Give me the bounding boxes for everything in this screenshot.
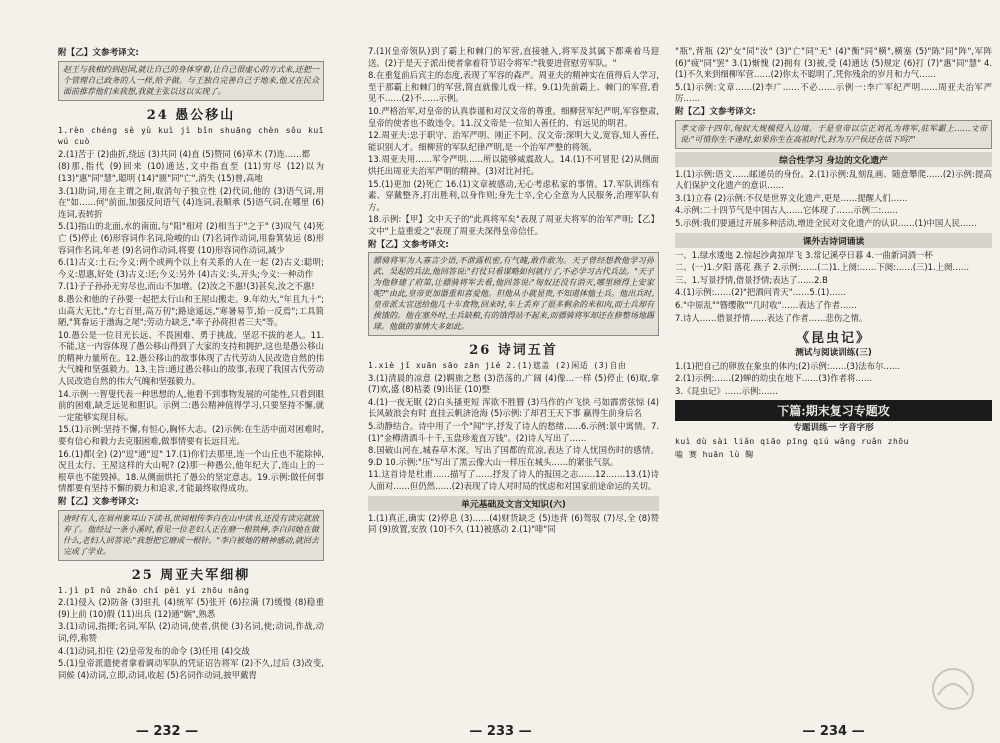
appendix-label: 附【乙】文参考译文: (58, 497, 139, 507)
subsection-title: 测试与阅读训练(三) (795, 348, 872, 359)
answer-item: 11.这首诗是杜甫……描写了……抒发了诗人的报国之志……12.……13.(1)诗人面对……但仍然……(2)表现了诗人对时局的忧虑和对国家前途命运的关切。 (368, 469, 659, 492)
chapter-title: 26 诗词五首 (469, 343, 558, 359)
answer-item: 7.(1)子子孙孙无穷尽也,而山不加增。(2)汝之不惠!(3)甚矣,汝之不惠! (58, 281, 315, 292)
unit-band: 单元基础及文言文知识(六) (368, 496, 659, 511)
answer-item: 4.(1)动词,扣住 (2)皇帝发布的命令 (3)任用 (4)交战 (58, 645, 250, 656)
pinyin-line: 嗑 赛 huān lù 鞠 (675, 449, 754, 459)
answer-item: 5.动静结合。诗中用了一个"闻"字,抒发了诗人的愁绪……6.示例:景中寓情。7.(1)"金樽清酒斗十千,玉盘珍羞直万钱"。(2)诗人写出了…… (368, 421, 659, 443)
answer-item: 3.(1)立春 (2)示例:不仅是世界文化遗产,更是……提醒人们…… (675, 192, 908, 203)
answer-item: 7.诗人……借景抒情……表达了作者……悲伤之情。 (675, 312, 868, 323)
answer-item: 7.(1)(皇帝领队)到了霸上和棘门的军营,直接驰入,将军及其属下都乘着马迎送。(2)于是天子派出使者拿着符节诏令将军:"我要进营慰劳军队。" (368, 46, 659, 68)
answer-item: 15.(1)示例:坚持不懈,有恒心,胸怀大志。(2)示例:在生活中面对困难时,要有信心和毅力去克服困难,做事情要有长远目光。 (58, 424, 324, 447)
answer-item: 3.(1)助词,用在主谓之间,取消句子独立性 (2)代词,他的 (3)语气词,用在"如……何"前面,加强反问语气 (4)连词,表顺承 (5)语气词,在哪里 (6)连词,表转折 (58, 185, 324, 219)
answer-item: 1.(1)把自己的卵放在象虫的体内;(2)示例:……(3)法布尔…… (675, 360, 901, 371)
answer-item: 3.《昆虫记》……示例:…… (675, 385, 778, 396)
answer-item: 5.示例:我们要通过开展多种活动,增进全民对文化遗产的认识……(1)中国人民…… (675, 217, 977, 228)
answer-item: 8.在重复前后宾主的态度,表现了军容的森严。周亚夫的精神实在值得后人学习,至于那霸上和棘门的军营,简直就像儿戏一样。9.(1)先前霸上、棘门的军营,看见不……(2)不……示例。 (368, 70, 659, 104)
pinyin-line: 1.xiè jǐ xuān sāo zān jié 2.(1)遮盖 (2)闲适 (3)自由 (368, 361, 627, 371)
pinyin-line: kuì dù sài liǎn qiāo pīng qiú wǎng ruǎn zhōu (675, 437, 909, 447)
translation-box (58, 61, 324, 101)
answer-item: 13.周亚夫用……军令严明……所以能够威震敌人。14.(1)不可冒犯 (2)从侧面烘托出周亚夫治军严明的精神。(3)对比衬托。 (368, 154, 659, 176)
answer-item: 二、(一)1.夕阳 落花 燕子 2.示例:……(二)1.上阕:……下阕:……(三)1.上阕…… (675, 262, 970, 273)
translation-text: 唐时有人,在眉州象耳山下读书,世间相传李白在山中读书,还没有读完就放弃了。他经过一条小溪时,看见一位老妇人正在磨一根铁棒,李白问她在做什么,老妇人回答说:"我想把它磨成一根针。"李白被她的精神感动,就回去完成了学业。 (63, 513, 319, 556)
answer-item: 10.愚公是一位目光长远、不畏困难、勇于挑战、坚忍不拔的老人。11.不能,这一内容体现了愚公移山得到了大家的支持和拥护,这也是愚公移山的精神力量所在。12.愚公移山的故事体现了古代劳动人民改造自然的伟大气魄和坚强毅力。13.主旨:通过愚公移山的故事,表现了我国古代劳动人民改造自然的伟大气魄和坚强毅力。 (58, 329, 324, 387)
translation-text: 孝文帝十四年,匈奴大规模侵入边境。于是皇帝以宗正刘礼为将军,驻军霸上……文帝说:"可惜你生不逢时,如果你生在高祖时代,封为万户侯还在话下吗?" (680, 123, 987, 144)
chapter-title: 《昆虫记》 (795, 331, 871, 347)
answer-item: 6.(1)古义:土石;今义:两个或两个以上有关系的人在一起 (2)古义:聪明;今义:恩惠,好处 (3)古义:还;今义:另外 (4)古义:头,开头;今义:一种动作 (58, 257, 324, 279)
appendix-label: 附【乙】文参考译文: (368, 239, 449, 250)
page-number: — 232 — (135, 724, 199, 739)
pinyin-line: 1.jì pī nǔ zhǎo chí pèi yí zhōu nǎng (58, 585, 250, 595)
answer-item: 2.(1)苦于 (2)曲折,绕远 (3)共同 (4)直 (5)赞同 (6)草木 (7)连……都 (58, 148, 311, 159)
right-page (667, 0, 1000, 743)
pinyin-line: 1.rèn chéng sè yù kuì jì bǐn shuāng chèn sǒu kuī wú cuò (58, 125, 324, 147)
answer-item: 一、1.绿水逶迤 2.惊起沙禽掠岸飞 3.常记溪亭日暮 4.一曲新词酒一杯 (675, 249, 933, 260)
translation-box (58, 510, 324, 561)
appendix-label: 附【乙】文参考译文: (58, 48, 139, 58)
chapter-title: 24 愚公移山 (146, 107, 236, 123)
answer-item: 3.(1)清晨的凉意 (2)羁旅之愁 (3)浩荡的,广阔 (4)像…一样 (5)停止 (6)取,拿 (7)欢,盛 (8)枯萎 (9)出征 (10)整 (368, 372, 659, 395)
answer-item: 1.(1)真正,确实 (2)停息 (3)……(4)财货缺乏 (5)违背 (6)驾驭 (7)尽,全 (8)赞同 (9)放置,安放 (10)不久 (11)被感动 2.(1)"啡"同 (368, 512, 659, 535)
answer-item: (8)那,指代 (9)回来 (10)通达,文中指直至 (11)穷尽 (12)以为 (13)"惠"同"慧",聪明 (14)"匮"同"亡",消失 (15)曾,高地 (58, 161, 324, 183)
translation-box (368, 252, 659, 336)
answer-item: 5.(1)示例:文章……(2)李广……不必……示例一:李广军纪严明……周亚夫治军严厉…… (675, 81, 992, 104)
answer-item: 8.愚公和他的子孙要一起把太行山和王屋山搬走。9.年幼大,"年且九十";山高大无比,"方七百里,高万仞";路途遥远,"寒暑易节,始一反焉";工具简陋,"箕畚运于渤海之尾";劳动力缺乏,"率子孙荷担者三夫"等。 (58, 293, 324, 328)
answer-item: 2.(1)侵入 (2)防备 (3)驻扎 (4)统军 (5)张开 (6)拉满 (7)缓慢 (8)稳重 (9)上前 (10)假 (11)出兵 (12)通"娴",熟悉 (58, 597, 324, 619)
answer-item: "瓶",背瓶 (2)"女"同"汝" (3)"亡"同"无" (4)"衡"同"横",横塞 (5)"陈"同"阵",军阵 (6)"疲"同"罢" 3.(1)惭愧 (2)拥有 (3)被,受 (4)通达 (5)规定 (6)打 (7)"惠"同"慧" 4.(1)不久来到细柳军营……(2)你太不聪明了,凭你残余的岁月和力气…… (675, 46, 992, 80)
answer-item: 16.(1)都(全) (2)"逗"通"逗" 17.(1)你们去那里,连一个山丘也不能除掉,况且太行、王屋这样的大山呢? (2)那一种愚公,他年纪大了,连山上的一根草也不能毁掉。18.从侧面烘托了愚公的坚定意志。19.示例:做任何事情都要有坚持不懈的毅力和追求,才能最终取得成功。 (58, 448, 324, 494)
answer-item: 2.(1)示例:……(2)蝉的幼虫在地下……(3)作者将…… (675, 373, 873, 384)
subsection-title: 专题训练一 字音字形 (793, 423, 874, 434)
answer-item: 三、1.写景抒情,借景抒情;表达了……2.B (675, 274, 828, 285)
answer-item: 3.(1)动词,指揮;名词,军队 (2)动词,使者,供使 (3)名词,使;动词,作战,动词,停,称赞 (58, 621, 324, 643)
page-number: — 233 — (469, 724, 532, 739)
answer-item: 5.(1)指山的北面,水的南面,与"阳"相对 (2)相当于"之于" (3)叹气 (4)死亡 (5)停止 (6)形容词作名词,险峻的山 (7)名词作动词,用畚箕装运 (8)形容词作名词,年老 (9)名词作动词,将要 (10)形容词作动词,减少 (58, 221, 324, 255)
answer-item: 10.严格治军,对皇帝的认真恭谨和对汉文帝的尊重。细柳营军纪严明,军容整肃,皇帝的使者也不敢违令。11.汉文帝是一位知人善任的、有远见的明君。 (368, 105, 659, 128)
translation-text: 赵王与我相约到赵国,就让自己的身体穿着,让自己很虚心的方式来,还把一个管理自己政务的人一样,给予做。与王独自完善自己于地来,他又在民众面前推荐他们来我想,我就主张以这以实现了。 (63, 64, 319, 96)
final-review-band: 下篇:期末复习专题攻 (675, 400, 992, 421)
page-number: — 234 — (802, 724, 865, 739)
left-page (0, 0, 334, 743)
answer-item: 6."中原乱""簪缨散""几时收"……表达了作者…… (675, 299, 857, 310)
answer-item: 12.周亚夫:忠于职守、治军严明、刚正不阿。汉文帝:深明大义,宽容,知人善任,能识别人才。细柳营的军队纪律严明,是一个治军严整的将领。 (368, 130, 659, 152)
answer-item: 14.示例一:智叟代表一种思想的人,他看不到事物发展的可能性,只看到眼前的困难,缺乏远见和胆识。示例二:愚公精神值得学习,只要坚持不懈,就一定能够实现目标。 (58, 388, 324, 422)
answer-item: 8.国破山河在,城春草木深。写出了国都的荒凉,表达了诗人忧国伤时的感情。9.D 10.示例:"压"写出了黑云像大山一样压在城头……的紧张气氛。 (368, 445, 659, 467)
answer-item: 4.(1)示例:……(2)"把酒问青天"……5.(1)…… (675, 287, 846, 298)
translation-text: 骠骑将军为人寡言少语,不泄露机密,有气魄,敢作敢为。天子曾经想教他学习孙武、吴起的兵法,他回答说:"打仗只看谋略如何就行了,不必学习古代兵法。"天子为他修建了府第,让骠骑将军去看,他回答说:"匈奴还没有消灭,哪里顾得上安家呢?"由此,皇帝更加器重和喜爱他。但他从小就显贵,不知道体恤士兵。他出兵时,皇帝派太官送给他几十车食物,回来时,车上丢弃了很多剩余的米和肉,而士兵却有挨饿的。他在塞外时,士兵缺粮,有的饿得站不起来,而骠骑将军却还在修整场地踢球。他做的事情大多如此。 (373, 256, 654, 332)
appendix-label: 附【乙】文参考译文: (675, 106, 756, 117)
chapter-title: 25 周亚夫军细柳 (131, 567, 251, 583)
answer-item: 5.(1)皇帝派遣使者拿着调动军队的凭证诏告将军 (2)不久,过后 (3)改变,同候 (4)动词,立即,动词,收起 (5)名词作动词,披甲戴胄 (58, 658, 324, 680)
section-band: 课外古诗词诵读 (675, 233, 992, 248)
watermark-logo (918, 665, 988, 713)
middle-page (334, 0, 667, 743)
answer-item: 1.(1)示例:语文……邮递员的身份。2.(1)示例:乱刻乱画、随意攀爬……(2)示例:提高人们保护文化遗产的意识…… (675, 168, 992, 191)
answer-item: 18.示例:【甲】文中天子的"此真将军矣"表现了周亚夫将军的治军严明;【乙】文中"上益重爱之"表现了周亚夫深得皇帝信任。 (368, 214, 659, 236)
answer-item: 4.(1)一夜无眠 (2)白头搔更短 浑欲不胜簪 (3)马作的卢飞快 弓如霹雳弦惊 (4)长风破浪会有时 直挂云帆济沧海 (5)示例:了却君王天下事 赢得生前身后名 (368, 396, 659, 419)
translation-box (675, 120, 992, 149)
section-band: 综合性学习 身边的文化遗产 (675, 152, 992, 167)
answer-item: 4.示例:二十四节气是中国古人……它体现了……示例二:…… (675, 205, 899, 216)
answer-item: 15.(1)更加 (2)死亡 16.(1)文章被感动,无心考虑私家的事情。17.军队训练有素、穿戴整齐,打出胜利,以身作则;身先士卒,全心全意为人民服务,治理军队有方。 (368, 178, 659, 212)
